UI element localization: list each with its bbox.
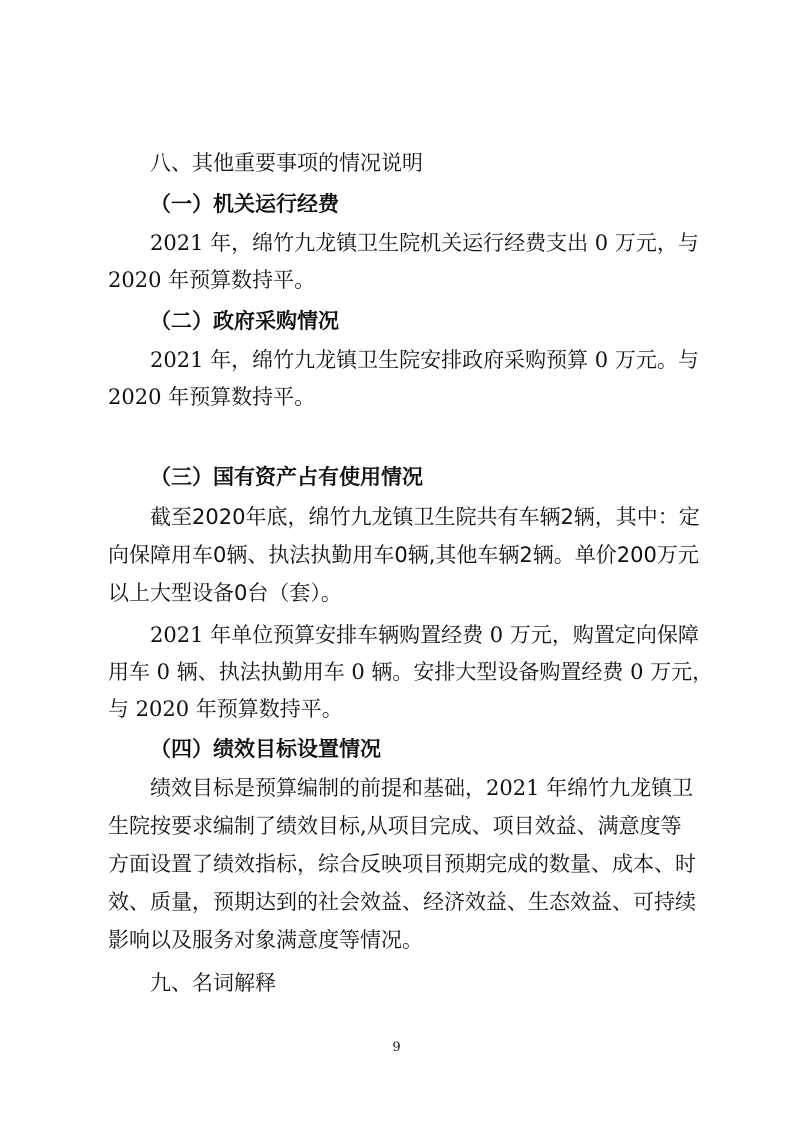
subsection-heading-2: （二）政府采购情况: [150, 309, 339, 333]
paragraph-line: 绩效目标是预算编制的前提和基础，2021 年绵竹九龙镇卫: [150, 776, 694, 800]
subsection-heading-4: （四）绩效目标设置情况: [150, 737, 381, 761]
paragraph-line: 方面设置了绩效指标，综合反映项目预期完成的数量、成本、时: [108, 852, 696, 876]
paragraph-line: 2020 年预算数持平。: [108, 385, 316, 409]
subsection-heading-3: （三）国有资产占有使用情况: [150, 465, 423, 489]
paragraph-line: 用车 0 辆、执法执勤用车 0 辆。安排大型设备购置经费 0 万元，: [108, 660, 714, 684]
paragraph-line: 2021 年，绵竹九龙镇卫生院机关运行经费支出 0 万元，与: [150, 231, 699, 255]
page-number: 9: [392, 1040, 401, 1055]
section-heading-9: 九、名词解释: [150, 971, 276, 995]
paragraph-line: 2021 年单位预算安排车辆购置经费 0 万元，购置定向保障: [150, 623, 699, 647]
paragraph-line: 2021 年，绵竹九龙镇卫生院安排政府采购预算 0 万元。与: [150, 348, 699, 372]
subsection-heading-1: （一）机关运行经费: [150, 192, 339, 216]
paragraph-line: 2020 年预算数持平。: [108, 268, 316, 292]
paragraph-line: 生院按要求编制了绩效目标,从项目完成、项目效益、满意度等: [108, 814, 682, 838]
paragraph-line: 影响以及服务对象满意度等情况。: [108, 928, 423, 952]
paragraph-line: 与 2020 年预算数持平。: [108, 697, 343, 721]
section-heading-8: 八、其他重要事项的情况说明: [150, 151, 423, 175]
paragraph-line: 以上大型设备0台（套）。: [108, 581, 342, 605]
paragraph-line: 效、质量，预期达到的社会效益、经济效益、生态效益、可持续: [108, 890, 696, 914]
paragraph-line: 截至2020年底，绵竹九龙镇卫生院共有车辆2辆，其中：定: [150, 505, 700, 529]
paragraph-line: 向保障用车0辆、执法执勤用车0辆,其他车辆2辆。单价200万元: [108, 543, 699, 567]
